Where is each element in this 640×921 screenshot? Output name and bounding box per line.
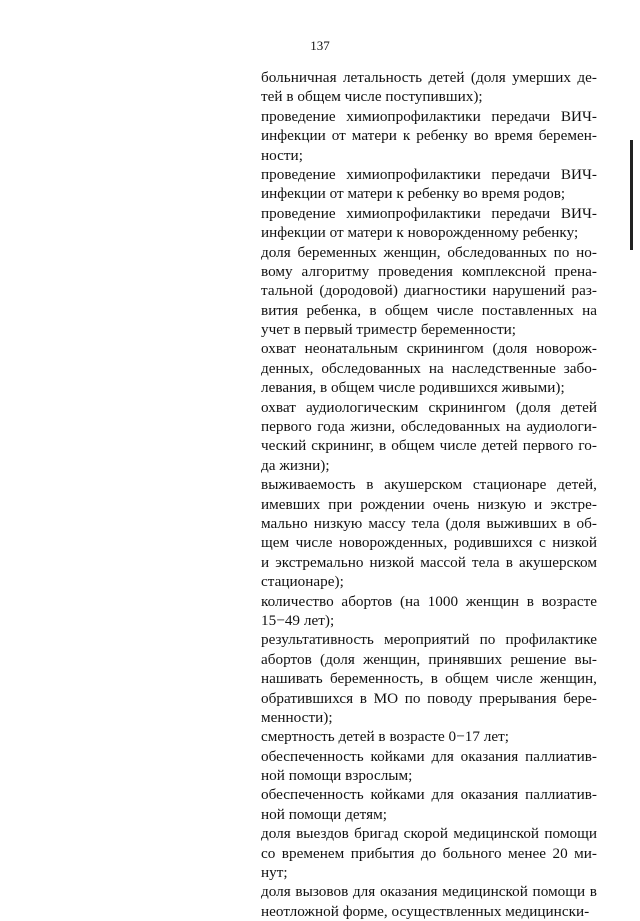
text-line: неотложной форме, осуществленных медицински-: [261, 902, 590, 920]
text-line: нут;: [261, 864, 288, 882]
text-line: нашивать беременность, в общем числе женщин,: [261, 670, 597, 688]
document-body: [261, 68, 597, 921]
text-line: и экстремально низкой массой тела в акушерском: [261, 553, 597, 571]
text-line: охват неонатальным скринингом (доля новорож-: [261, 340, 597, 358]
page-edge-mark: [630, 140, 633, 250]
text-line: тей в общем числе поступивших);: [261, 88, 483, 106]
text-line: инфекции от матери к ребенку во время беремен-: [261, 127, 597, 145]
text-line: смертность детей в возрасте 0−17 лет;: [261, 728, 510, 746]
text-line: 15−49 лет);: [261, 611, 335, 629]
text-line: доля вызовов для оказания медицинской помощи в: [261, 883, 597, 901]
text-line: да жизни);: [261, 456, 330, 474]
text-line: денных, обследованных на наследственные забо-: [261, 359, 597, 377]
text-line: доля выездов бригад скорой медицинской помощи: [261, 825, 597, 843]
text-line: имевших при рождении очень низкую и экстре-: [261, 495, 597, 513]
text-line: со временем прибытия до больного менее 20 ми-: [261, 844, 597, 862]
text-line: тальной (дородовой) диагностики нарушений раз-: [261, 282, 597, 300]
text-line: доля беременных женщин, обследованных по но-: [261, 243, 597, 261]
text-line: количество абортов (на 1000 женщин в возрасте: [261, 592, 597, 610]
text-line: вития ребенка, в общем числе поставленных на: [261, 301, 597, 319]
text-line: абортов (доля женщин, принявших решение вы-: [261, 650, 597, 668]
text-line: инфекции от матери к ребенку во время родов;: [261, 185, 566, 203]
text-line: стационаре);: [261, 573, 344, 591]
text-line: проведение химиопрофилактики передачи ВИЧ-: [261, 204, 597, 222]
text-line: мально низкую массу тела (доля выживших в об-: [261, 514, 597, 532]
text-line: ческий скрининг, в общем числе детей первого го-: [261, 437, 597, 455]
text-line: первого года жизни, обследованных на аудиологи-: [261, 418, 597, 436]
text-line: вому алгоритму проведения комплексной прена-: [261, 262, 597, 280]
text-line: обеспеченность койками для оказания паллиатив-: [261, 747, 597, 765]
text-line: ной помощи взрослым;: [261, 767, 413, 785]
text-line: проведение химиопрофилактики передачи ВИЧ-: [261, 165, 597, 183]
text-line: ности;: [261, 146, 303, 164]
text-line: больничная летальность детей (доля умерших де-: [261, 69, 597, 86]
text-line: левания, в общем числе родившихся живыми);: [261, 379, 565, 397]
text-line: учет в первый триместр беременности;: [261, 321, 516, 339]
text-line: обеспеченность койками для оказания паллиатив-: [261, 786, 597, 804]
text-line: менности);: [261, 708, 333, 726]
text-line: выживаемость в акушерском стационаре детей,: [261, 476, 597, 494]
text-line: результативность мероприятий по профилактике: [261, 631, 597, 649]
text-line: обратившихся в МО по поводу прерывания бере-: [261, 689, 597, 707]
text-line: инфекции от матери к новорожденному ребенку;: [261, 224, 579, 242]
text-line: щем числе новорожденных, родившихся с низкой: [261, 534, 597, 552]
text-line: ной помощи детям;: [261, 805, 387, 823]
text-line: охват аудиологическим скринингом (доля детей: [261, 398, 597, 416]
text-line: проведение химиопрофилактики передачи ВИЧ-: [261, 107, 597, 125]
page-number: 137: [310, 38, 330, 53]
